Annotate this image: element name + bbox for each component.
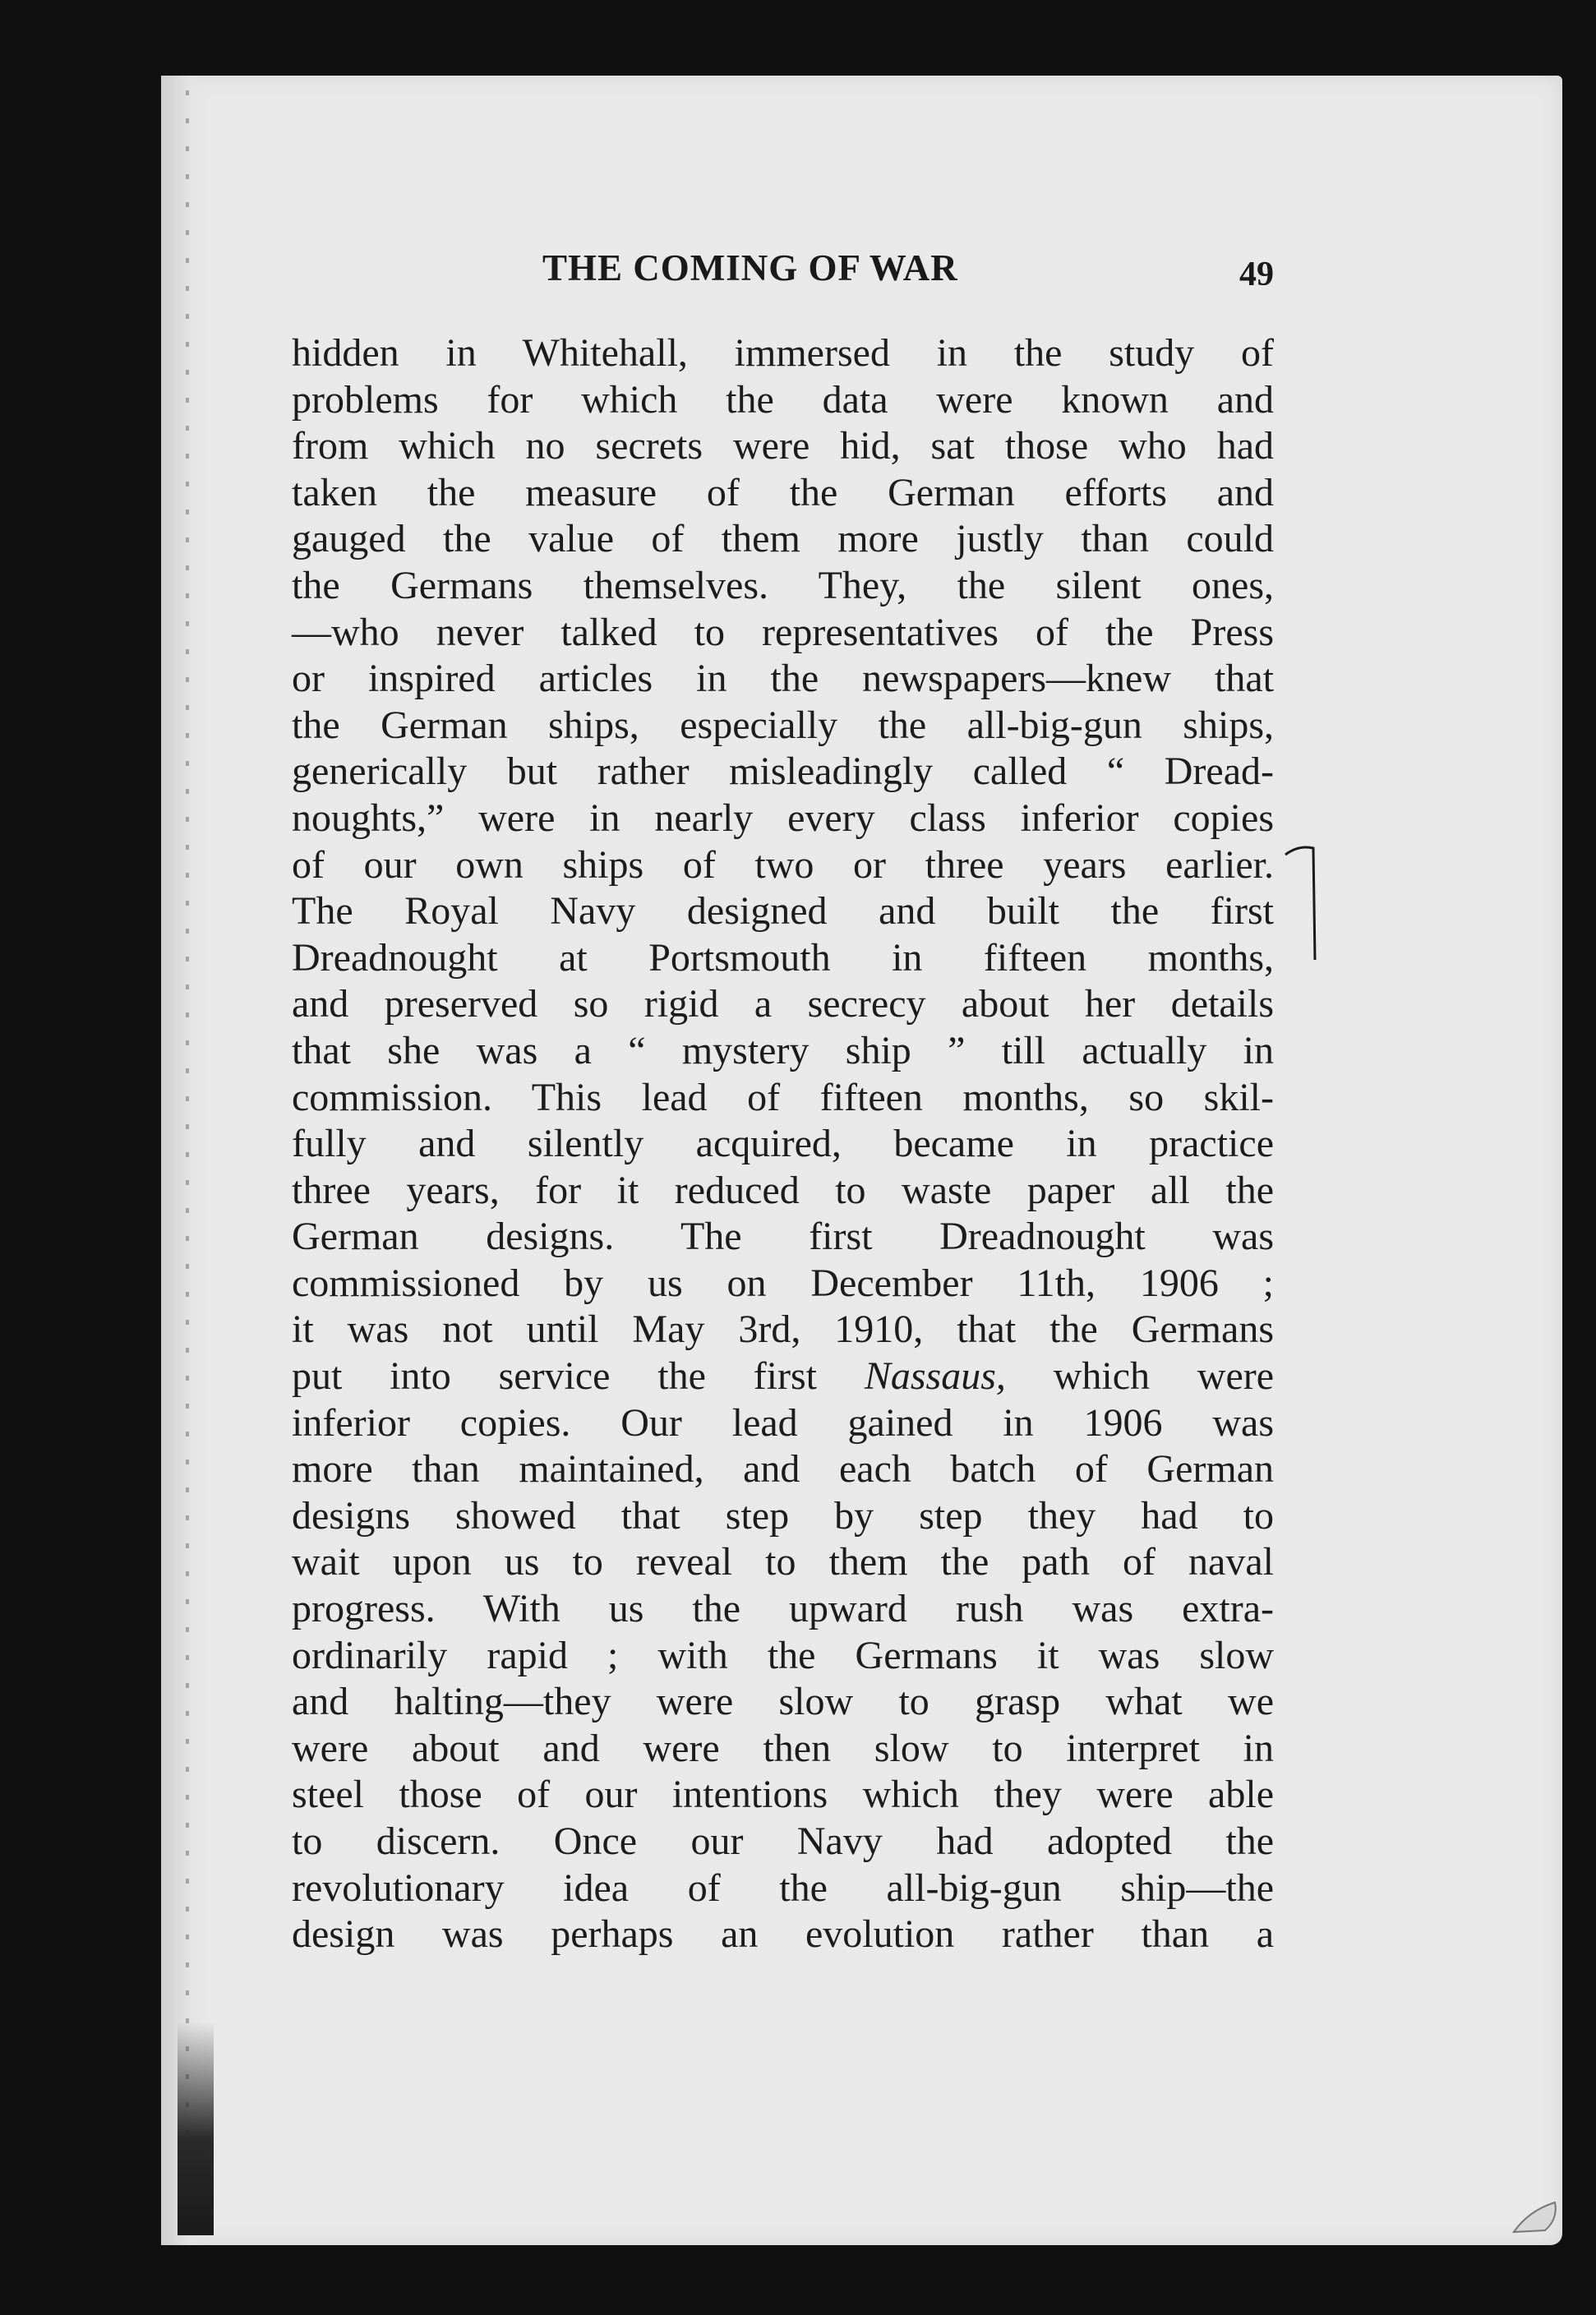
text-line: steel those of our intentions which they were able: [292, 1773, 1274, 1817]
text-line: commissioned by us on December 11th, 1906 ;: [292, 1261, 1274, 1305]
text-line: noughts,” were in nearly every class inferior copies: [292, 795, 1274, 840]
text-line: of our own ships of two or three years earlier.: [292, 842, 1274, 887]
margin-bracket-mark: [1284, 838, 1325, 962]
text-line: the Germans themselves. They, the silent ones,: [292, 563, 1274, 607]
text-line: three years, for it reduced to waste paper all the: [292, 1168, 1274, 1212]
text-line: were about and were then slow to interpret in: [292, 1726, 1274, 1770]
text-line: revolutionary idea of the all-big-gun ship—the: [292, 1865, 1274, 1910]
text-line: it was not until May 3rd, 1910, that the Germans: [292, 1307, 1274, 1352]
text-line: or inspired articles in the newspapers—knew that: [292, 657, 1274, 701]
text-line: to discern. Once our Navy had adopted the: [292, 1819, 1274, 1863]
text-line: more than maintained, and each batch of German: [292, 1447, 1274, 1492]
text-line: designs showed that step by step they had to: [292, 1493, 1274, 1538]
text-line: hidden in Whitehall, immersed in the study of: [292, 331, 1274, 375]
text-line: problems for which the data were known and: [292, 377, 1274, 422]
text-line: fully and silently acquired, became in practice: [292, 1122, 1274, 1166]
binding-shadow: [178, 2022, 214, 2235]
text-line: and preserved so rigid a secrecy about her details: [292, 982, 1274, 1026]
text-line: from which no secrets were hid, sat those who had: [292, 424, 1274, 468]
body-text: [292, 330, 1274, 1958]
binding-stitch-marks: [186, 90, 189, 2227]
text-line: progress. With us the upward rush was extra-: [292, 1587, 1274, 1631]
page-number: 49: [1239, 256, 1274, 293]
text-line: inferior copies. Our lead gained in 1906 was: [292, 1400, 1274, 1445]
text-line: taken the measure of the German efforts and: [292, 470, 1274, 514]
text-line: and halting—they were slow to grasp what we: [292, 1680, 1274, 1724]
italic-ship-name: Nassaus,: [864, 1354, 1006, 1399]
page-corner-curl: [1511, 2178, 1560, 2235]
text-line: the German ships, especially the all-big-gun ships,: [292, 703, 1274, 747]
text-line: commission. This lead of fifteen months, so skil-: [292, 1075, 1274, 1119]
text-line: ordinarily rapid ; with the Germans it was slow: [292, 1633, 1274, 1677]
running-title: THE COMING OF WAR: [542, 247, 958, 288]
text-segment: which were: [1053, 1354, 1275, 1399]
text-line: —who never talked to representatives of the Press: [292, 610, 1274, 654]
text-line: wait upon us to reveal to them the path of naval: [292, 1540, 1274, 1584]
text-line: design was perhaps an evolution rather than a: [292, 1912, 1274, 1957]
text-line: German designs. The first Dreadnought was: [292, 1215, 1274, 1259]
text-line-with-italic: [292, 1353, 1274, 1400]
text-line: generically but rather misleadingly called “ Dread-: [292, 749, 1274, 794]
text-segment: put into service the first: [292, 1354, 818, 1399]
text-line: The Royal Navy designed and built the first: [292, 889, 1274, 934]
text-line: Dreadnought at Portsmouth in fifteen months,: [292, 935, 1274, 980]
text-line: that she was a “ mystery ship ” till actually in: [292, 1028, 1274, 1072]
text-line: gauged the value of them more justly than could: [292, 517, 1274, 561]
